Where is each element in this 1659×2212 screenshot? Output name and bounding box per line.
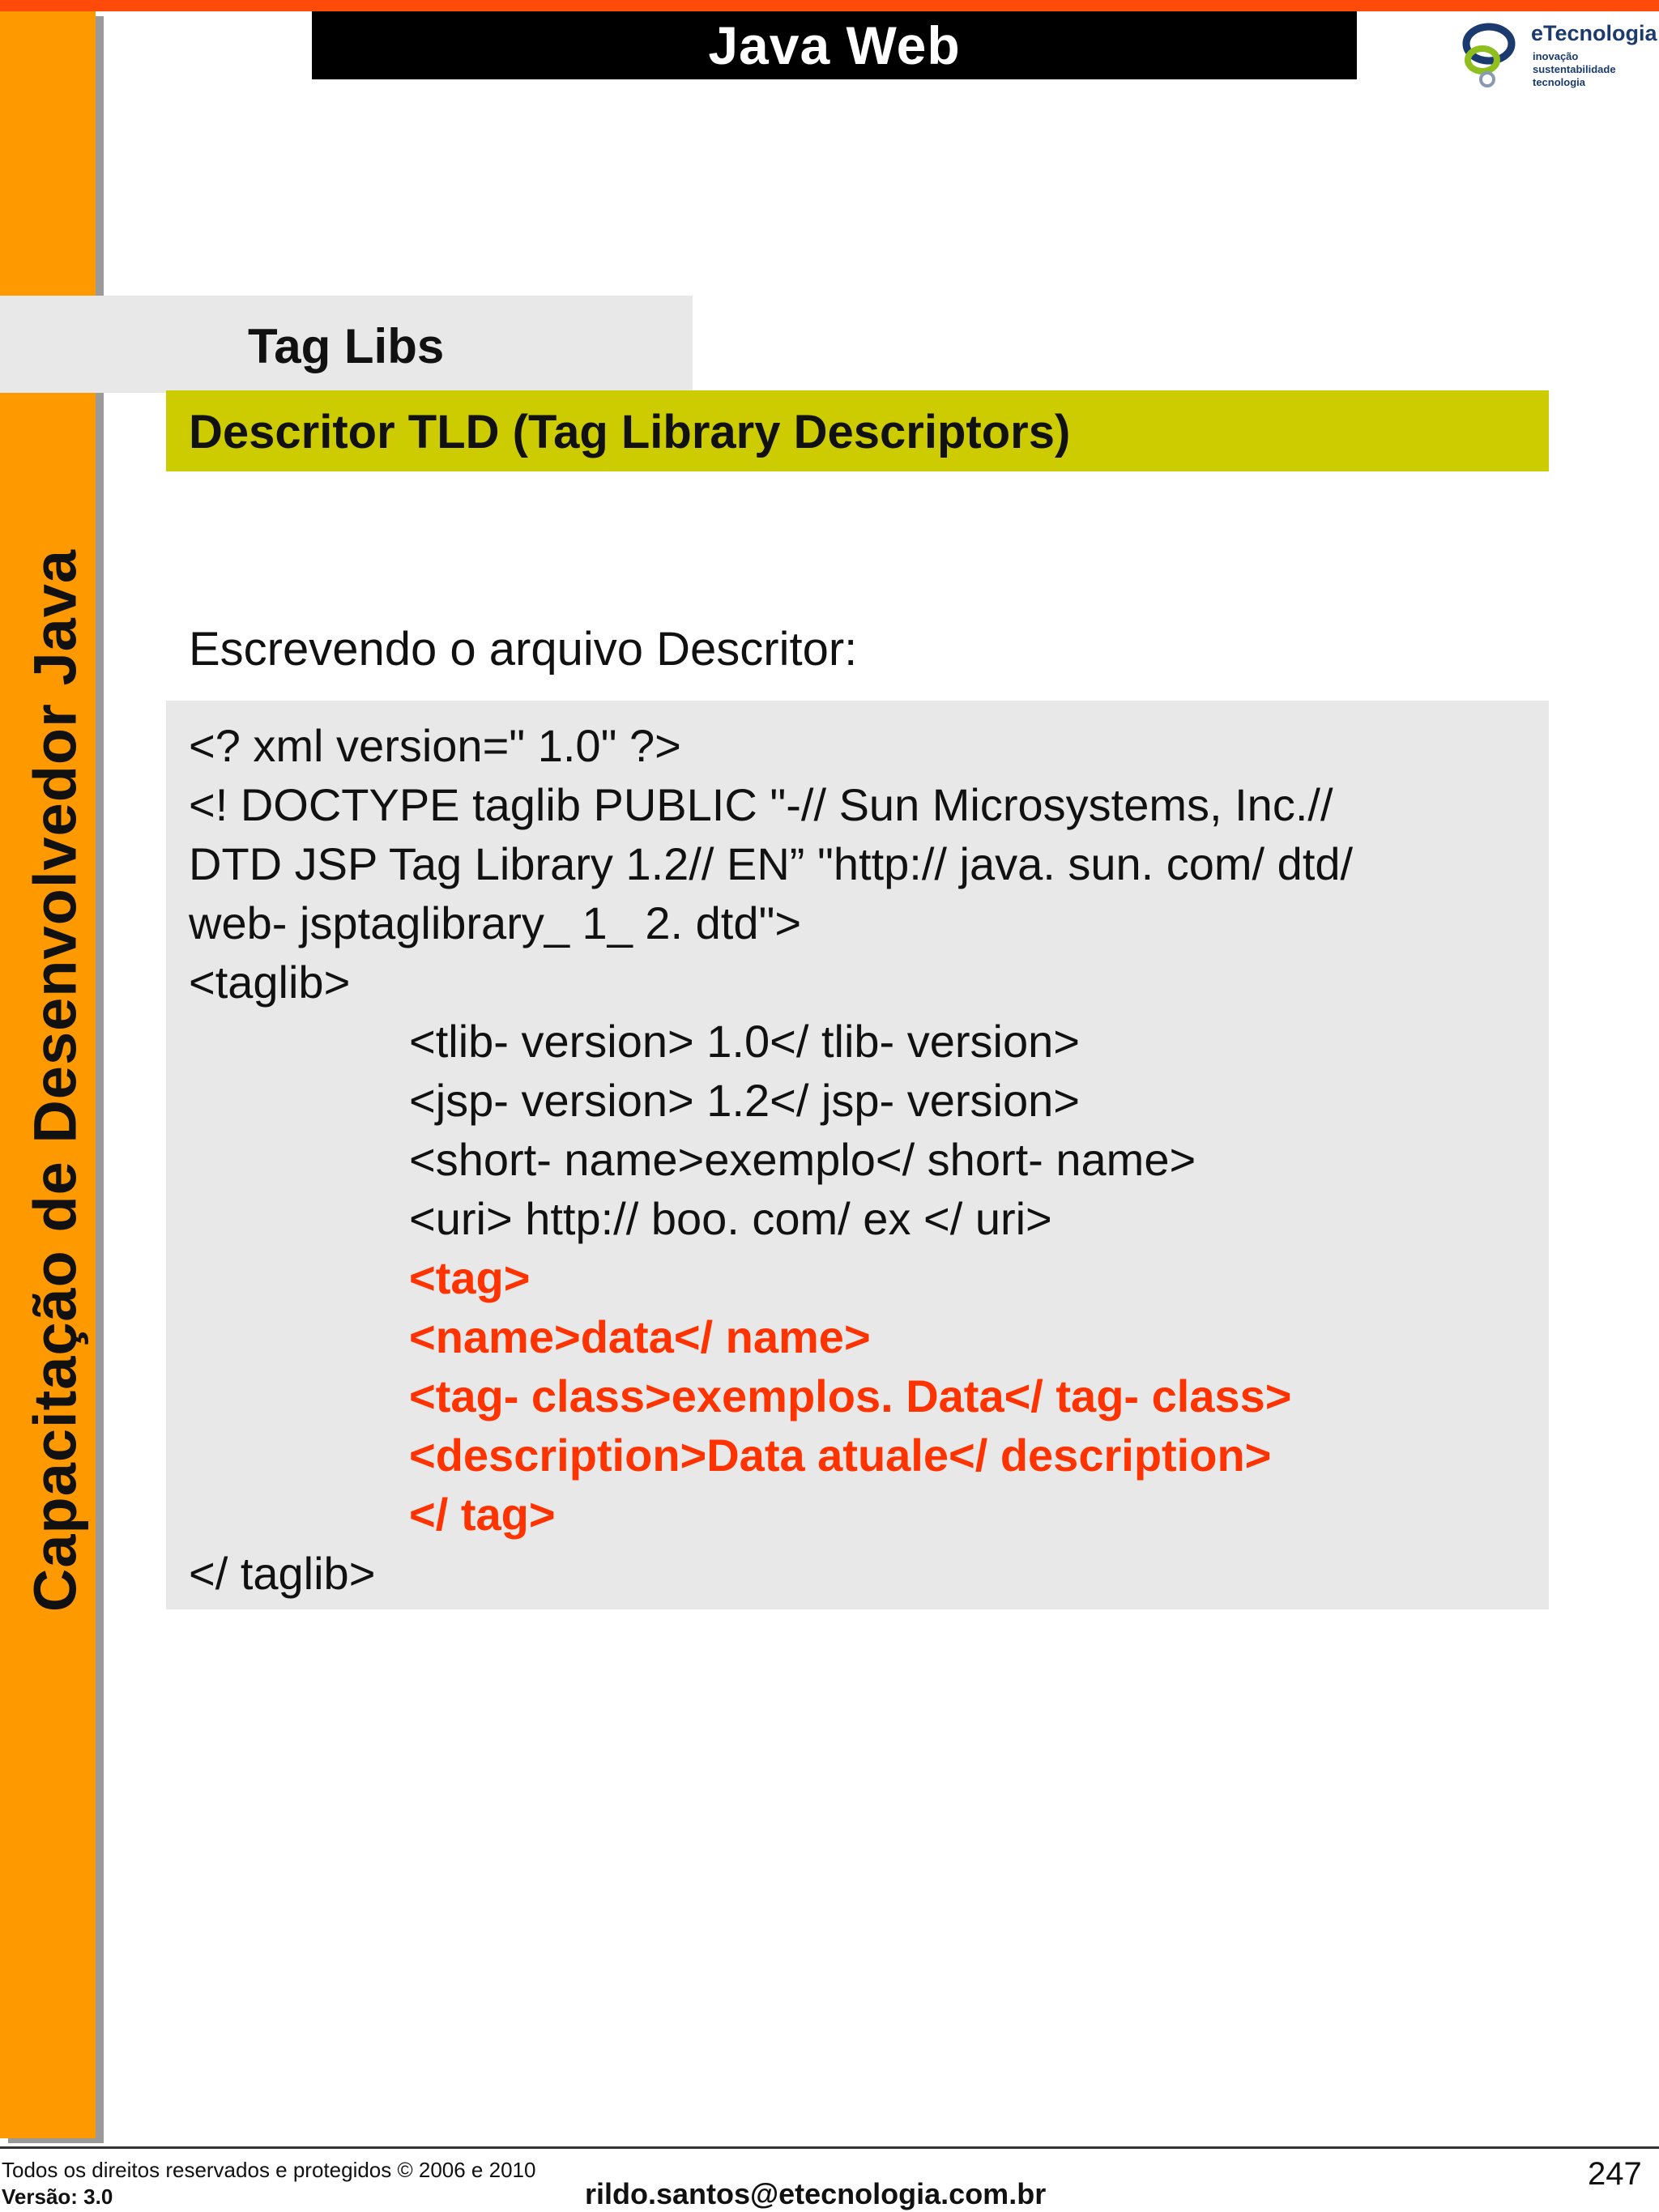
page-title-bar [312,11,1357,79]
section-tab-label: Tag Libs [248,319,445,373]
code-line: web- jsptaglibrary_ 1_ 2. dtd"> [189,897,802,948]
logo-tagline-1: inovação [1533,50,1579,62]
code-line-highlight: <tag> [409,1252,531,1303]
intro-text: Escrevendo o arquivo Descritor: [189,623,858,676]
code-block [166,701,1549,1609]
footer-version: Versão: 3.0 [2,2184,113,2209]
top-accent-rule [0,0,1659,11]
logo-tagline-2: sustentabilidade [1533,63,1616,75]
logo-tagline-3: tecnologia [1533,76,1586,88]
code-line: <taglib> [189,957,351,1008]
code-line-highlight: <tag- class>exemplos. Data</ tag- class> [409,1370,1292,1421]
etecnologia-logo [1450,16,1659,97]
logo-rings-icon [1450,16,1531,97]
subtitle-text: Descritor TLD (Tag Library Descriptors) [189,406,1071,458]
code-line: DTD JSP Tag Library 1.2// EN” "http:// java. sun. com/ dtd/ [189,838,1354,889]
code-line: <? xml version=" 1.0" ?> [189,720,681,771]
footer-rule [0,2146,1659,2149]
code-line: <uri> http:// boo. com/ ex </ uri> [409,1193,1052,1244]
page-title: Java Web [708,15,961,75]
footer-email: rildo.santos@etecnologia.com.br [585,2177,1047,2210]
code-line: <jsp- version> 1.2</ jsp- version> [409,1075,1080,1126]
sidebar-label: Capacitação de Desenvolvedor Java [21,548,89,1613]
code-line-highlight: <name>data</ name> [409,1311,871,1362]
section-tab [0,296,693,393]
page-number: 247 [1588,2156,1642,2192]
subtitle-bar [166,390,1549,471]
code-line: <tlib- version> 1.0</ tlib- version> [409,1016,1080,1067]
logo-name: eTecnologia [1531,21,1657,45]
code-line: <short- name>exemplo</ short- name> [409,1134,1196,1185]
code-line: <! DOCTYPE taglib PUBLIC "-// Sun Microsystems, Inc.// [189,779,1333,830]
footer-copyright: Todos os direitos reservados e protegidos © 2006 e 2010 [2,2158,536,2182]
code-line-highlight: </ tag> [409,1489,556,1540]
code-line: </ taglib> [189,1548,376,1599]
code-line-highlight: <description>Data atuale</ description> [409,1430,1272,1481]
